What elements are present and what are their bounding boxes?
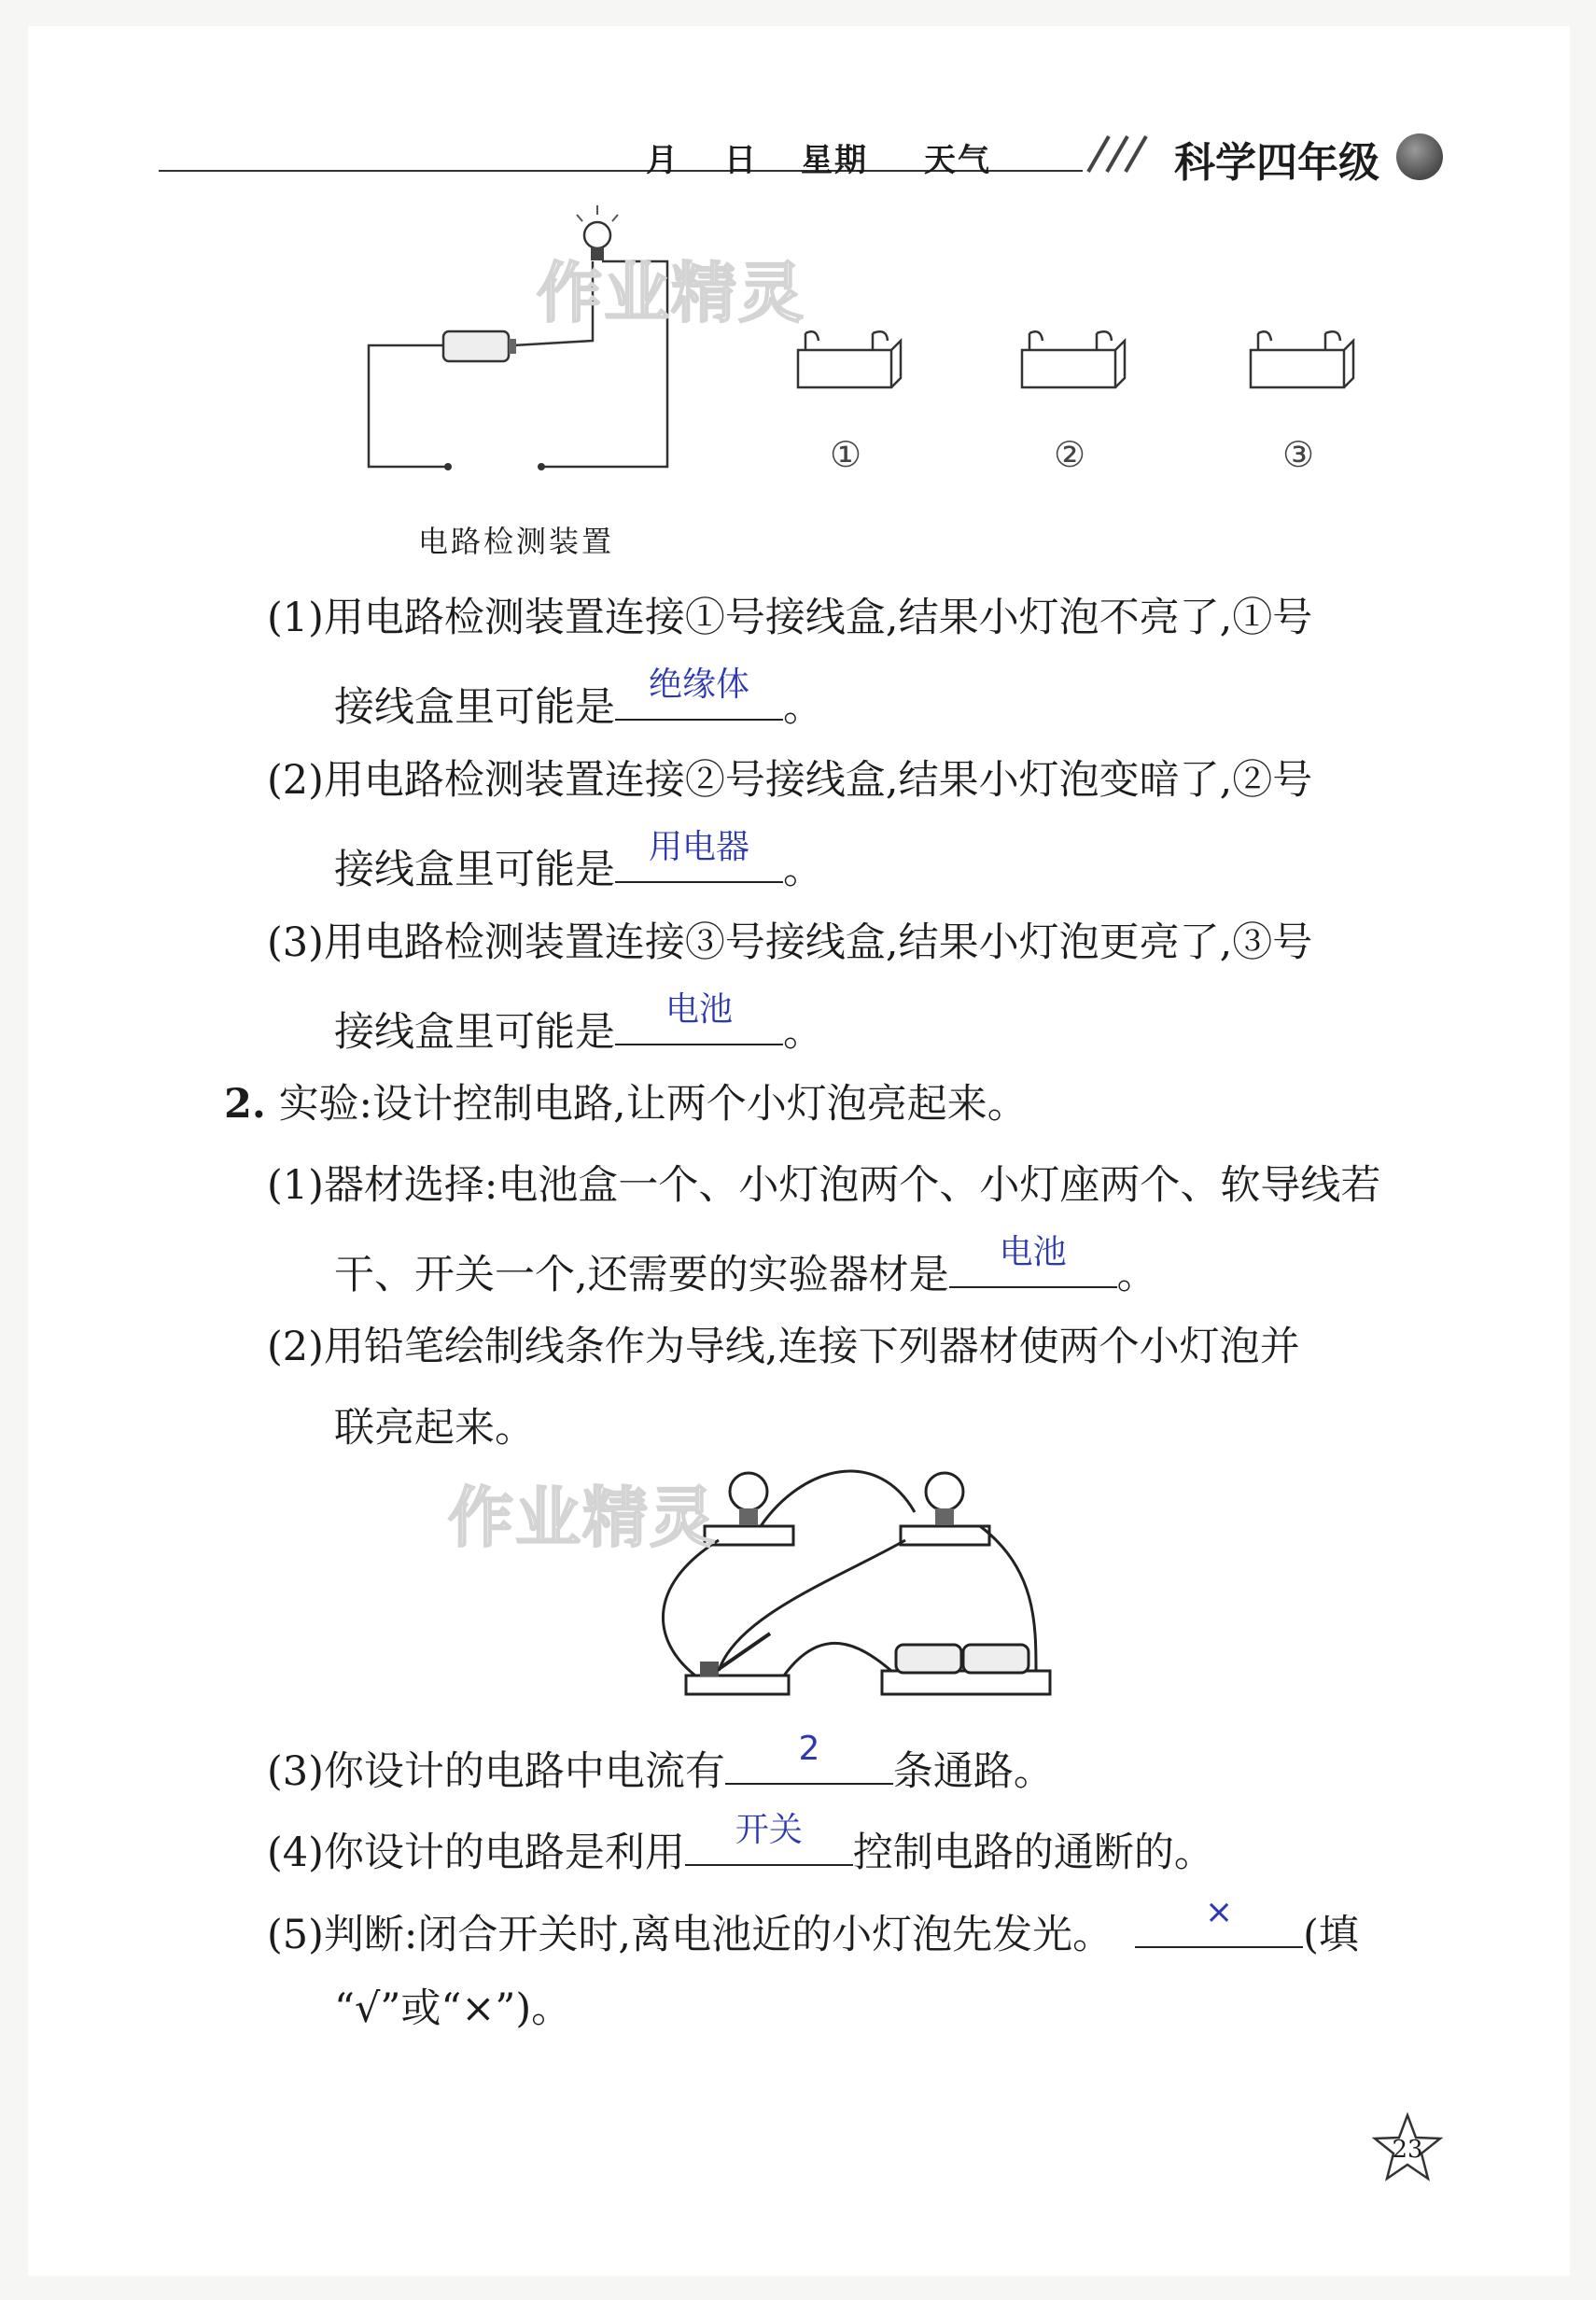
q2-part5-line1: (5)判断:闭合开关时,离电池近的小灯泡先发光。 × (填 — [267, 1898, 1359, 1963]
connection-box-3-icon — [1251, 331, 1353, 387]
header-weather: 天气 — [924, 142, 991, 179]
q2-number: 2. — [224, 1081, 266, 1128]
handwritten-answer: 电池 — [665, 990, 733, 1029]
handwritten-answer: 开关 — [735, 1811, 803, 1849]
answer-blank — [685, 1811, 853, 1866]
connection-box-2-icon — [1022, 331, 1125, 387]
q1-part1-line1: (1)用电路检测装置连接①号接线盒,结果小灯泡不亮了,①号 — [267, 595, 1313, 641]
bulb-holder-left-icon — [705, 1473, 793, 1545]
figure-caption: 电路检测装置 — [418, 524, 615, 559]
q1-part1-line2: 接线盒里可能是 绝缘体 。 — [334, 670, 823, 736]
circuit-tester-figure — [355, 196, 1381, 504]
q1-part2-line1: (2)用电路检测装置连接②号接线盒,结果小灯泡变暗了,②号 — [267, 757, 1313, 804]
box-label-3: ③ — [1282, 434, 1315, 475]
q2-part2-line2: 联亮起来。 — [334, 1405, 535, 1452]
box-label-1: ① — [830, 434, 862, 475]
handwritten-answer: 用电器 — [648, 828, 749, 866]
answer-blank — [615, 990, 783, 1045]
q1-part2-line2: 接线盒里可能是 用电器 。 — [334, 833, 823, 898]
subject-dot-icon — [1396, 133, 1443, 180]
header-slashes-decoration — [1083, 131, 1157, 174]
subject-title: 科学四年级 — [1174, 139, 1379, 187]
answer-blank — [949, 1233, 1117, 1288]
battery-box-icon — [882, 1645, 1050, 1694]
q1-part3-line1: (3)用电路检测装置连接③号接线盒,结果小灯泡更亮了,③号 — [267, 919, 1313, 966]
answer-blank — [1135, 1893, 1303, 1948]
header-weekday: 星期 — [801, 142, 868, 179]
q2-part5-line2: “√”或“×”)。 — [334, 1985, 572, 2032]
handwritten-answer: 绝缘体 — [648, 666, 749, 704]
watermark: 作业精灵 — [537, 255, 805, 331]
header-day: 日 — [724, 142, 758, 179]
header-month: 月 — [646, 142, 679, 179]
answer-blank — [615, 666, 783, 721]
battery-icon — [443, 331, 516, 361]
handwritten-answer: × — [1204, 1893, 1234, 1931]
connection-box-1-icon — [798, 331, 901, 387]
answer-blank — [725, 1730, 893, 1785]
handwritten-answer: 电池 — [999, 1233, 1067, 1271]
q2-title: 2. 实验:设计控制电路,让两个小灯泡亮起来。 — [224, 1081, 1028, 1128]
q2-part4: (4)你设计的电路是利用 开关 控制电路的通断的。 — [267, 1816, 1214, 1881]
answer-blank — [615, 828, 783, 883]
page-number: 23 — [1392, 2136, 1423, 2164]
handwritten-answer: 2 — [798, 1730, 820, 1768]
q1-part3-line2: 接线盒里可能是 电池 。 — [334, 995, 823, 1060]
q2-part3: (3)你设计的电路中电流有 2 条通路。 — [267, 1734, 1054, 1800]
q2-part1-line2: 干、开关一个,还需要的实验器材是 电池 。 — [334, 1238, 1157, 1303]
box-label-2: ② — [1054, 434, 1086, 475]
q2-part2-line1: (2)用铅笔绘制线条作为导线,连接下列器材使两个小灯泡并 — [267, 1324, 1300, 1370]
watermark: 作业精灵 — [448, 1480, 717, 1556]
q2-part1-line1: (1)器材选择:电池盒一个、小灯泡两个、小灯座两个、软导线若 — [267, 1162, 1381, 1209]
